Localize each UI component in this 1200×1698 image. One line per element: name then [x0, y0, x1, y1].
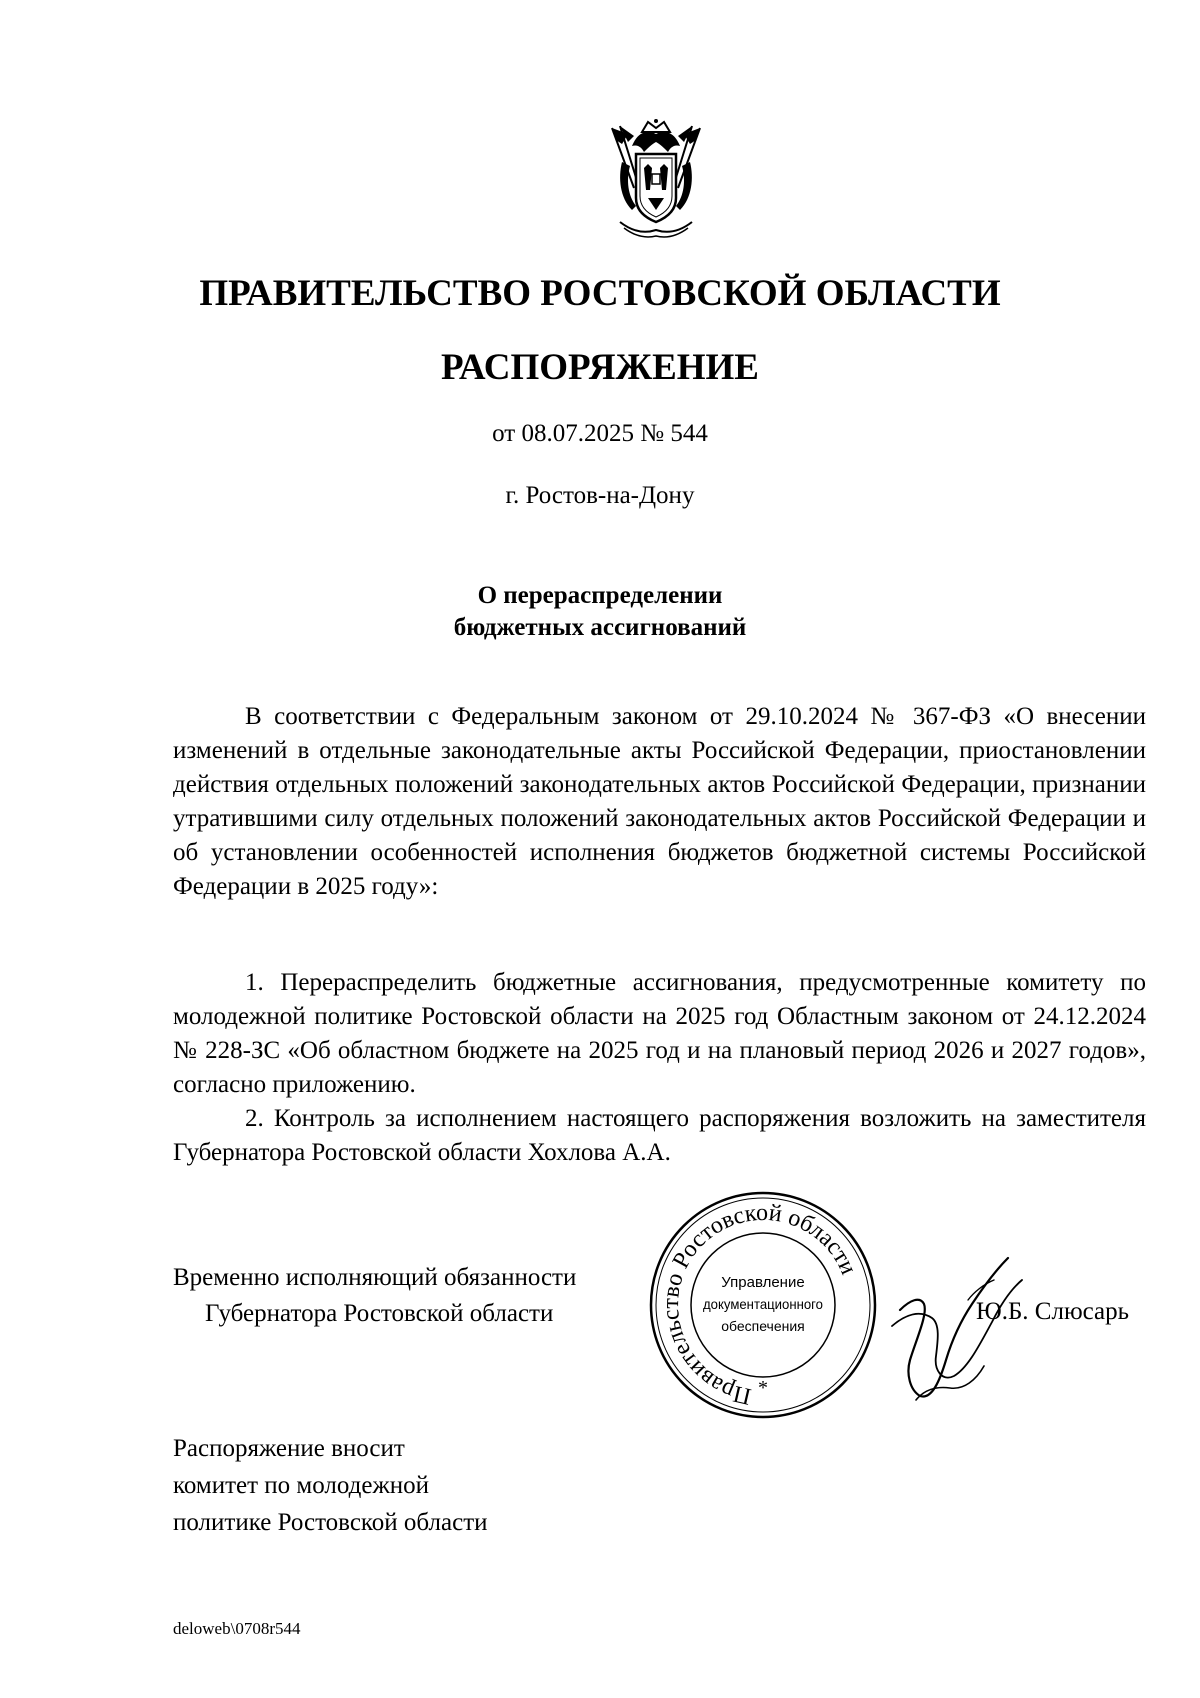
- signer-position: [173, 1260, 633, 1332]
- seal-center-line: обеспечения: [721, 1318, 805, 1334]
- seal-center-line: Управление: [721, 1274, 805, 1291]
- submitter-note: [173, 1430, 488, 1541]
- signer-name: Ю.Б. Слюсарь: [976, 1298, 1130, 1325]
- submitter-line: политике Ростовской области: [173, 1509, 488, 1536]
- order-item: 1. Перераспределить бюджетные ассигнования, предусмотренные комитету по молодежной политике Ростовской области на 2025 год Областным законом от 24.12.2024 № 228-ЗС «Об областном бюджете на 2025 год и на плановый период 2026 и 2027 годов», согласно приложению.: [173, 969, 1146, 1098]
- order-items: [173, 966, 1146, 1170]
- file-reference: deloweb\0708r544: [173, 1619, 301, 1638]
- coat-of-arms-icon: [598, 118, 714, 242]
- document-date-number: от 08.07.2025 № 544: [492, 420, 708, 447]
- seal-star: *: [758, 1377, 768, 1399]
- official-seal: [648, 1190, 878, 1420]
- order-item: 2. Контроль за исполнением настоящего распоряжения возложить на заместителя Губернатора Ростовской области Хохлова А.А.: [173, 1105, 1146, 1166]
- subject-line: бюджетных ассигнований: [453, 614, 747, 641]
- submitter-line: Распоряжение вносит: [173, 1435, 405, 1462]
- document-type: РАСПОРЯЖЕНИЕ: [440, 347, 759, 388]
- signer-position-line: Временно исполняющий обязанности: [173, 1264, 577, 1291]
- organization-title: ПРАВИТЕЛЬСТВО РОСТОВСКОЙ ОБЛАСТИ: [199, 273, 1001, 314]
- preamble-paragraph: В соответствии с Федеральным законом от 29.10.2024 № 367-ФЗ «О внесении изменений в отдельные законодательные акты Российской Федерации, приостановлении действия отдельных положений законодательных актов Российской Федерации, признании утратившими силу отдельных положений законодательных актов Российской Федерации и об установлении особенностей исполнения бюджетов бюджетной системы Российской Федерации в 2025 году»:: [173, 703, 1146, 900]
- subject-line: О перераспределении: [477, 582, 723, 609]
- document-subject: [0, 580, 1200, 644]
- document-city: г. Ростов-на-Дону: [505, 482, 695, 509]
- submitter-line: комитет по молодежной: [173, 1472, 430, 1499]
- signer-position-line: Губернатора Ростовской области: [205, 1300, 554, 1327]
- seal-center-line: документационного: [703, 1296, 824, 1312]
- preamble-section: [173, 700, 1146, 904]
- seal-ring-text: Правительство Ростовской области: [657, 1199, 862, 1410]
